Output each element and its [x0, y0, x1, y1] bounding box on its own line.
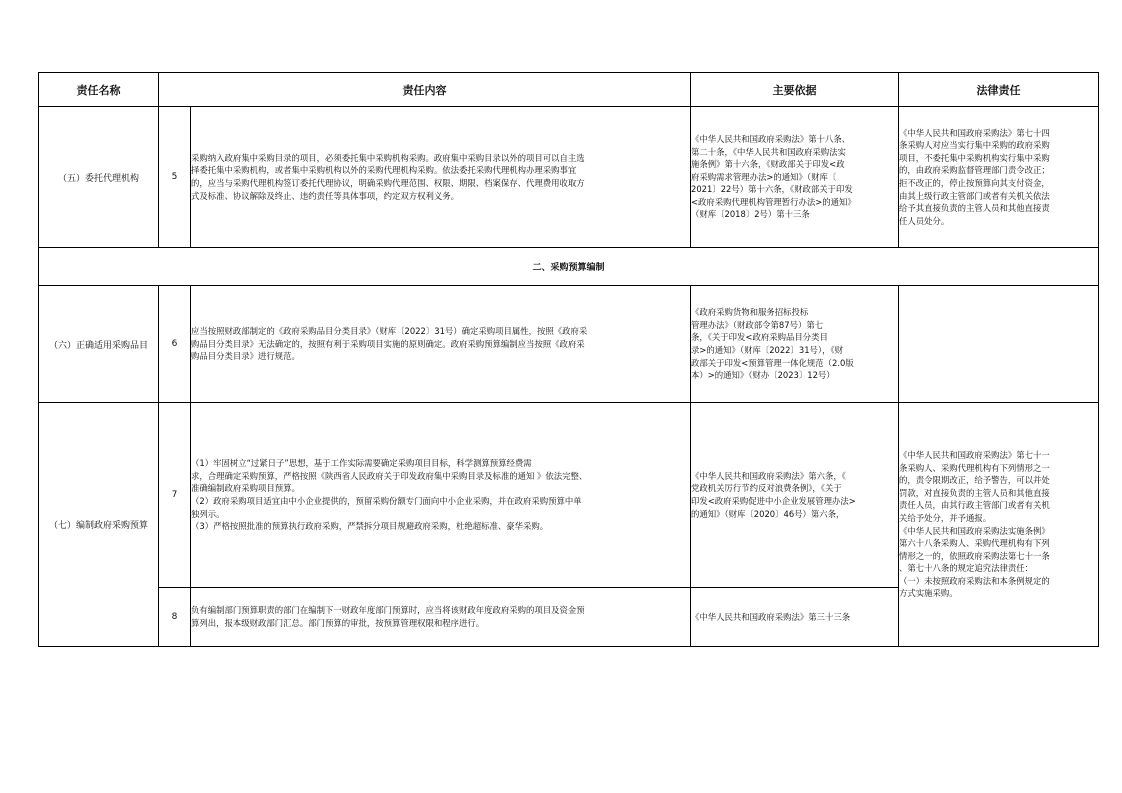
row-liability-cell — [899, 403, 1099, 647]
text-line: 算列出，报本级财政部门汇总。部门预算的审批，按预算管理权限和程序进行。 — [191, 618, 485, 628]
text-line: 给予其直接负责的主管人员和其他直接责 — [899, 203, 1050, 214]
text-line: 拒不改正的，停止按预算向其支付资金， — [899, 178, 1050, 188]
text-line: 负有编制部门预算职责的部门在编制下一财政年度部门预算时，应当将该财政年度政府采购的项目及资金预 — [191, 605, 585, 616]
text-line: 方式实施采购。 — [899, 588, 958, 599]
text-line: 求，合理确定采购预算，严格按照《陕西省人民政府关于印发政府集中采购目录及标准的通知 》依法完整、 — [191, 470, 588, 481]
text-line: 印发<政府采购促进中小企业发展管理办法> — [691, 496, 856, 506]
responsibility-table — [38, 72, 1099, 647]
row-content-cell — [191, 286, 691, 403]
table-row — [39, 403, 1099, 588]
table-row — [39, 286, 1099, 403]
text-line: 《中华人民共和国政府采购法》第七十四 — [899, 127, 1050, 138]
text-line: 任人员处分。 — [899, 215, 950, 226]
text-line: 《中华人民共和国政府采购法》第十八条、 — [691, 133, 851, 144]
text-line: 第二十条，《中华人民共和国政府采购法实 — [691, 146, 846, 157]
row-name-cell: （七）编制政府采购预算 — [39, 403, 159, 647]
row-content-cell — [191, 107, 691, 248]
text-line: 条采购人对应当实行集中采购的政府采购 — [899, 140, 1050, 151]
header-content: 责任内容 — [159, 73, 691, 107]
text-line: 《中华人民共和国政府采购法》第三十三条 — [691, 611, 851, 622]
row-liability-cell — [899, 107, 1099, 248]
text-line: （3）严格按照批准的预算执行政府采购，严禁拆分项目规避政府采购，杜绝超标准、豪华采购。 — [191, 521, 549, 532]
text-line: 由其上级行政主管部门或者有关机关依法 — [899, 190, 1050, 201]
text-line: 政部关于印发<预算管理一体化规范（2.0版 — [691, 357, 854, 368]
text-line: 采购纳入政府集中采购目录的项目，必须委托集中采购机构采购。政府集中采购目录以外的项目可以自主选 — [191, 152, 585, 163]
text-line: 的通知》（财库〔2020〕46号）第六条， — [691, 508, 845, 519]
text-line: 党政机关厉行节约反对浪费条例》，《关于 — [691, 483, 842, 494]
text-line: 《中华人民共和国政府采购法实施条例》 — [899, 525, 1050, 536]
text-line: 的，由政府采购监督管理部门责令改正； — [899, 165, 1050, 176]
row-liability-cell — [899, 286, 1099, 403]
header-liability: 法律责任 — [899, 73, 1099, 107]
text-line: 管理办法》（财政部令第87号）第七 — [691, 319, 824, 330]
text-line: 情形之一的，依照政府采购法第七十一条 — [899, 550, 1050, 561]
row-name-cell: （六）正确适用采购品目 — [39, 286, 159, 403]
text-line: 第六十八条采购人、采购代理机构有下列 — [899, 538, 1050, 549]
header-row — [39, 73, 1099, 107]
row-number-cell: 5 — [159, 107, 191, 248]
row-content-cell — [191, 403, 691, 588]
text-line: 项目，不委托集中采购机构实行集中采购 — [899, 152, 1050, 163]
text-line: 《政府采购货物和服务招标投标 — [691, 307, 809, 318]
text-line: （财库〔2018〕2号）第十三条 — [691, 209, 810, 220]
text-line: 的，责令限期改正，给予警告，可以并处 — [899, 475, 1050, 486]
text-line: 《中华人民共和国政府采购法》第七十一 — [899, 449, 1050, 460]
text-line: 本）>的通知》（财办〔2023〕12号） — [691, 370, 835, 381]
text-line: 准确编制政府采购项目预算。 — [191, 483, 300, 494]
header-name: 责任名称 — [39, 73, 159, 107]
row-basis-cell — [691, 588, 899, 647]
row-number-cell: 6 — [159, 286, 191, 403]
header-basis: 主要依据 — [691, 73, 899, 107]
text-line: 、第七十八条的规定追究法律责任： — [899, 563, 1033, 574]
text-line: 录>的通知》（财库〔2022〕31号），《财 — [691, 345, 844, 355]
row-name-cell: （五）委托代理机构 — [39, 107, 159, 248]
text-line: （1）牢固树立“过紧日子”思想，基于工作实际需要确定采购项目目标，科学测算预算经费需 — [191, 458, 532, 469]
text-line: 罚款，对直接负责的主管人员和其他直接 — [899, 487, 1050, 498]
text-line: 购品目分类目录》进行规范。 — [191, 351, 300, 362]
section-row — [39, 248, 1099, 286]
text-line: 2021〕22号）第十六条，《财政部关于印发 — [691, 184, 853, 195]
row-content-cell — [191, 588, 691, 647]
text-line: 独列示。 — [191, 508, 225, 519]
text-line: 条采购人、采购代理机构有下列情形之一 — [899, 462, 1050, 473]
row-number-cell: 8 — [159, 588, 191, 647]
row-number-cell: 7 — [159, 403, 191, 588]
text-line: 府采购需求管理办法>的通知》（财库〔 — [691, 171, 837, 182]
row-basis-cell — [691, 286, 899, 403]
text-line: 关给予处分，并予通报。 — [899, 512, 992, 523]
text-line: 《中华人民共和国政府采购法》第六条，《 — [691, 470, 846, 481]
table-row — [39, 107, 1099, 248]
text-line: 购品目分类目录》无法确定的，按照有利于采购项目实施的原则确定。政府采购预算编制应当按照《政府采 — [191, 338, 585, 349]
text-line: 应当按照财政部制定的《政府采购品目分类目录》（财库〔2022〕31号）确定采购项目属性，按照《政府采 — [191, 326, 588, 337]
text-line: 择委托集中采购机构，或者集中采购机构以外的采购代理机构采购。依法委托采购代理机构办理采购事宜 — [191, 165, 577, 176]
section-title: 二、采购预算编制 — [39, 248, 1099, 286]
text-line: （一）未按照政府采购法和本条例规定的 — [899, 575, 1050, 586]
row-basis-cell — [691, 403, 899, 588]
text-line: （2）政府采购项目适宜由中小企业提供的，预留采购份额专门面向中小企业采购，并在政府采购预算中单 — [191, 496, 582, 506]
text-line: 式及标准、协议解除及终止、违约责任等具体事项，约定双方权利义务。 — [191, 190, 459, 201]
row-basis-cell — [691, 107, 899, 248]
text-line: 责任人员，由其行政主管部门或者有关机 — [899, 500, 1050, 511]
text-line: <政府采购代理机构管理暂行办法>的通知》 — [691, 196, 856, 207]
text-line: 条，《关于印发<政府采购品目分类目 — [691, 332, 828, 343]
text-line: 施条例》第十六条，《财政部关于印发<政 — [691, 159, 845, 170]
text-line: 的，应当与采购代理机构签订委托代理协议，明确采购代理范围、权限、期限、档案保存、代理费用收取方 — [191, 178, 585, 188]
